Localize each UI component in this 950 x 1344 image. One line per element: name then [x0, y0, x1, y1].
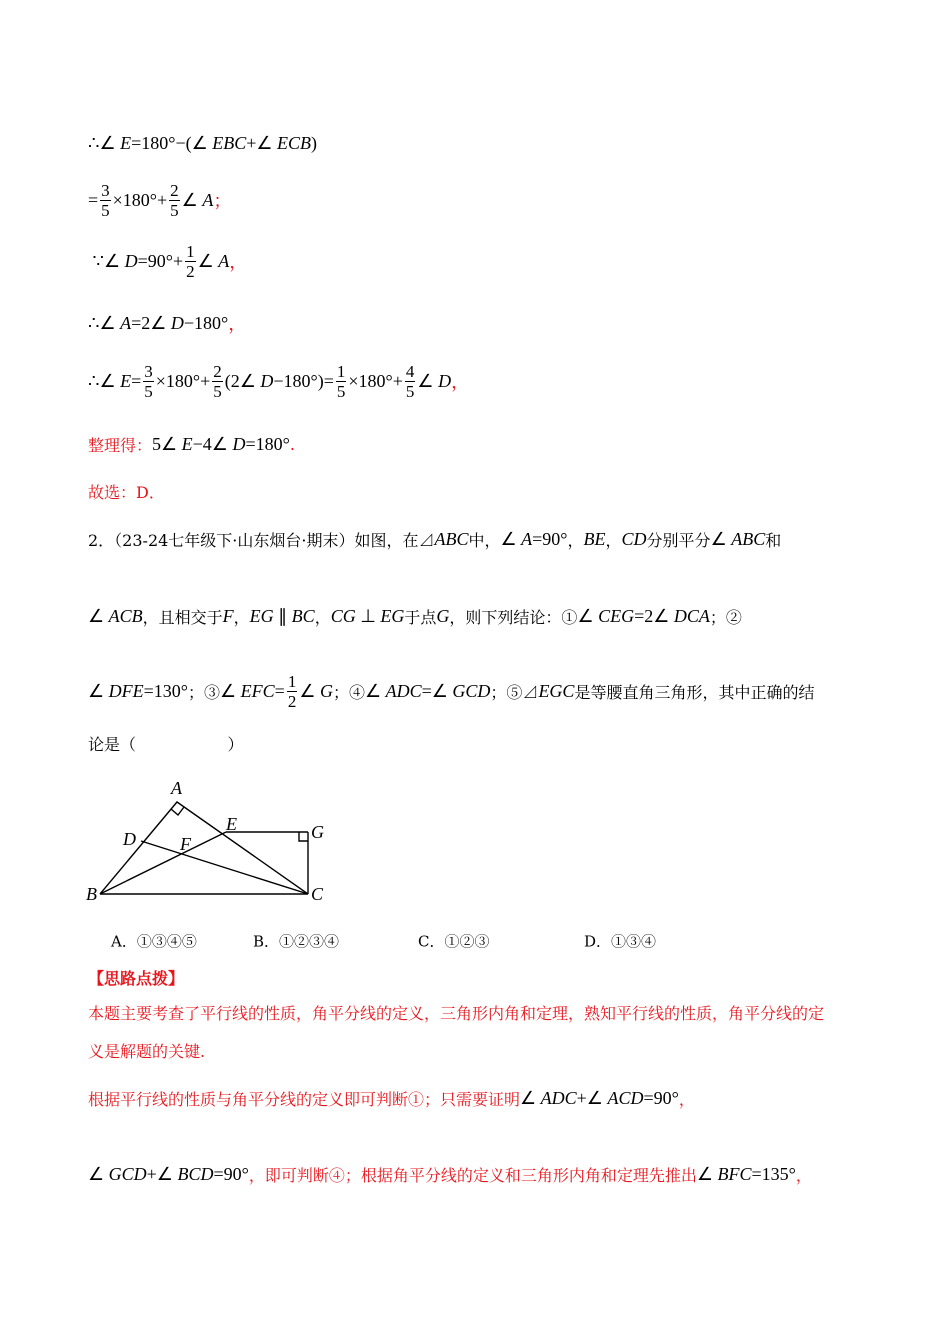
math-segment: +∠ — [576, 1087, 608, 1108]
math-segment: =90° — [213, 1163, 249, 1184]
math-segment: CEG — [598, 605, 635, 626]
denominator: 5 — [170, 200, 179, 220]
denominator: 5 — [101, 200, 110, 220]
numerator: 4 — [405, 361, 415, 381]
denominator: 5 — [336, 381, 346, 401]
math-segment: ∠ — [181, 189, 203, 210]
text-segment: 中， — [468, 530, 501, 550]
math-segment: E — [181, 433, 193, 454]
math-segment: ∠ — [417, 370, 439, 391]
text-segment: 2．（23-24七年级下·山东烟台·期末）如图，在⊿ — [88, 530, 435, 550]
math-segment: =180° — [245, 433, 290, 454]
math-segment: =∠ — [421, 680, 453, 701]
option-letter: A． — [111, 932, 137, 951]
math-segment: GCD — [452, 680, 491, 701]
math-segment: DCA — [673, 605, 710, 626]
math-segment: ACD — [607, 1087, 644, 1108]
text-segment: 分别平分 — [646, 530, 711, 550]
numerator: 3 — [144, 361, 153, 381]
math-segment: BE — [583, 528, 606, 549]
math-segment: (2∠ — [224, 370, 261, 391]
math-segment: ∠ — [88, 605, 109, 626]
math-segment: −4∠ — [192, 433, 233, 454]
math-segment: ∠ — [710, 528, 732, 549]
numerator: 2 — [213, 361, 222, 381]
label-e: E — [226, 814, 237, 834]
math-segment: ∠ — [88, 680, 109, 701]
math-segment: ∠ — [299, 680, 320, 701]
text-segment: 义是解题的关键. — [88, 1041, 206, 1061]
math-segment: ECB — [277, 132, 312, 153]
numerator: 3 — [101, 180, 110, 200]
math-segment: ∠ — [520, 1087, 541, 1108]
math-segment: ∠ — [577, 605, 599, 626]
text-segment: ，且相交于 — [142, 607, 223, 627]
text-segment: ， — [795, 1165, 812, 1185]
math-segment: D — [170, 312, 184, 333]
text-segment: ， — [314, 607, 331, 627]
math-segment: A — [521, 528, 533, 549]
text-segment: ；③ — [188, 682, 221, 702]
right-angle-a — [171, 807, 184, 815]
text-segment: ；④ — [332, 682, 365, 702]
numerator: 1 — [287, 671, 297, 691]
math-segment: GCD — [108, 1163, 147, 1184]
text-segment: . — [289, 434, 295, 454]
right-angle-g — [299, 832, 308, 841]
math-segment: BC — [291, 605, 315, 626]
label-d: D — [123, 829, 136, 849]
text-segment: 和 — [765, 530, 782, 550]
math-segment: ∠ — [696, 1163, 718, 1184]
label-f: F — [180, 834, 191, 854]
math-segment: =90° — [532, 528, 568, 549]
math-segment: EFC — [240, 680, 275, 701]
option-letter: B． — [253, 932, 280, 951]
denominator: 2 — [287, 691, 297, 711]
text-segment: 故选：D． — [88, 482, 165, 502]
option-value: ①②③ — [444, 932, 490, 951]
text-segment: 是等腰直角三角形，其中正确的结 — [574, 682, 815, 702]
label-c: C — [311, 884, 324, 904]
math-segment: A — [218, 250, 230, 271]
math-segment: ∠ — [197, 250, 219, 271]
math-segment: = — [88, 189, 99, 210]
math-segment: A — [120, 312, 132, 333]
text-segment: 于点 — [404, 607, 437, 627]
denominator: 5 — [405, 381, 415, 401]
label-a: A — [171, 778, 182, 798]
option-value: ①③④ — [611, 932, 657, 951]
math-segment: ×180°+ — [155, 370, 211, 391]
math-segment: ABC — [434, 528, 469, 549]
math-segment: ， — [451, 372, 470, 392]
math-segment: 5∠ — [152, 433, 182, 454]
text-segment: 根据平行线的性质与角平分线的定义即可判断①；只需要证明 — [88, 1089, 521, 1109]
math-segment: ADC — [385, 680, 422, 701]
math-segment: ×180°+ — [348, 370, 403, 391]
math-segment: ⊥ — [355, 605, 381, 626]
math-segment: ， — [228, 314, 247, 334]
math-segment: ADC — [540, 1087, 577, 1108]
math-segment: F — [222, 605, 234, 626]
segment-be — [100, 832, 226, 894]
math-segment: D — [260, 370, 274, 391]
math-segment: ×180°+ — [112, 189, 168, 210]
text-segment: ， — [233, 607, 250, 627]
option-letter: C． — [418, 932, 445, 951]
math-segment: −180°)= — [273, 370, 334, 391]
math-segment: ， — [229, 252, 248, 272]
text-segment: ，则下列结论：① — [449, 607, 578, 627]
text-segment: ；② — [709, 607, 742, 627]
math-segment: G — [319, 680, 333, 701]
math-segment: +∠ — [146, 1163, 178, 1184]
math-segment: E — [120, 370, 132, 391]
text-segment: 论是（ ） — [88, 734, 244, 754]
math-segment: D — [438, 370, 452, 391]
math-segment: ∠ — [220, 680, 241, 701]
label-b: B — [86, 884, 97, 904]
label-g: G — [311, 822, 324, 842]
denominator: 2 — [186, 261, 195, 281]
math-segment: = — [274, 680, 285, 701]
math-segment: =2∠ — [634, 605, 674, 626]
math-segment: ∴∠ — [88, 370, 121, 391]
math-segment: EG — [380, 605, 405, 626]
denominator: 5 — [144, 381, 153, 401]
math-segment: =2∠ — [131, 312, 171, 333]
math-segment: =90° — [643, 1087, 679, 1108]
math-segment: BCD — [177, 1163, 214, 1184]
math-segment: =130° — [143, 680, 188, 701]
math-segment: BFC — [717, 1163, 752, 1184]
text-segment: 【思路点拨】 — [88, 968, 185, 988]
text-segment: ，即可判断④；根据角平分线的定义和三角形内角和定理先推出 — [248, 1165, 697, 1185]
math-segment: +∠ — [246, 132, 278, 153]
math-segment: EGC — [538, 680, 575, 701]
math-segment: ABC — [731, 528, 766, 549]
math-segment: ACB — [108, 605, 143, 626]
numerator: 1 — [186, 241, 195, 261]
math-segment: −180° — [183, 312, 229, 333]
math-segment: CG — [330, 605, 356, 626]
denominator: 5 — [213, 381, 222, 401]
option-letter: D． — [584, 932, 612, 951]
math-segment: DFE — [108, 680, 144, 701]
math-segment: ∠ — [364, 680, 386, 701]
text-segment: ， — [605, 530, 622, 550]
numerator: 1 — [336, 361, 346, 381]
text-segment: 本题主要考查了平行线的性质，角平分线的定义，三角形内角和定理，熟知平行线的性质，角平分线的定 — [88, 1003, 825, 1023]
math-segment: ) — [311, 132, 318, 153]
math-segment: =90°+ — [137, 250, 184, 271]
math-segment: D — [232, 433, 246, 454]
math-segment: ∠ — [88, 1163, 109, 1184]
text-segment: ， — [678, 1089, 695, 1109]
numerator: 2 — [170, 180, 179, 200]
math-segment: E — [120, 132, 132, 153]
option-value: ①③④⑤ — [136, 932, 197, 951]
math-segment: =180°−(∠ — [131, 132, 213, 153]
math-segment: ∥ — [273, 605, 292, 626]
math-segment: ∴∠ — [88, 132, 121, 153]
math-segment: ∠ — [500, 528, 522, 549]
math-segment: CD — [621, 528, 647, 549]
math-segment: G — [436, 605, 450, 626]
math-segment: A — [202, 189, 214, 210]
option-value: ①②③④ — [279, 932, 340, 951]
text-segment: 整理得： — [88, 435, 153, 455]
math-segment: ； — [213, 191, 232, 211]
math-segment: ∵∠ — [88, 250, 125, 271]
text-segment: ， — [567, 530, 584, 550]
text-segment: ；⑤⊿ — [490, 682, 539, 702]
math-segment: = — [131, 370, 142, 391]
math-segment: EG — [249, 605, 274, 626]
math-segment: EBC — [212, 132, 247, 153]
math-segment: ∴∠ — [88, 312, 121, 333]
math-segment: D — [124, 250, 138, 271]
segment-cd — [141, 841, 308, 894]
math-segment: =135° — [751, 1163, 796, 1184]
